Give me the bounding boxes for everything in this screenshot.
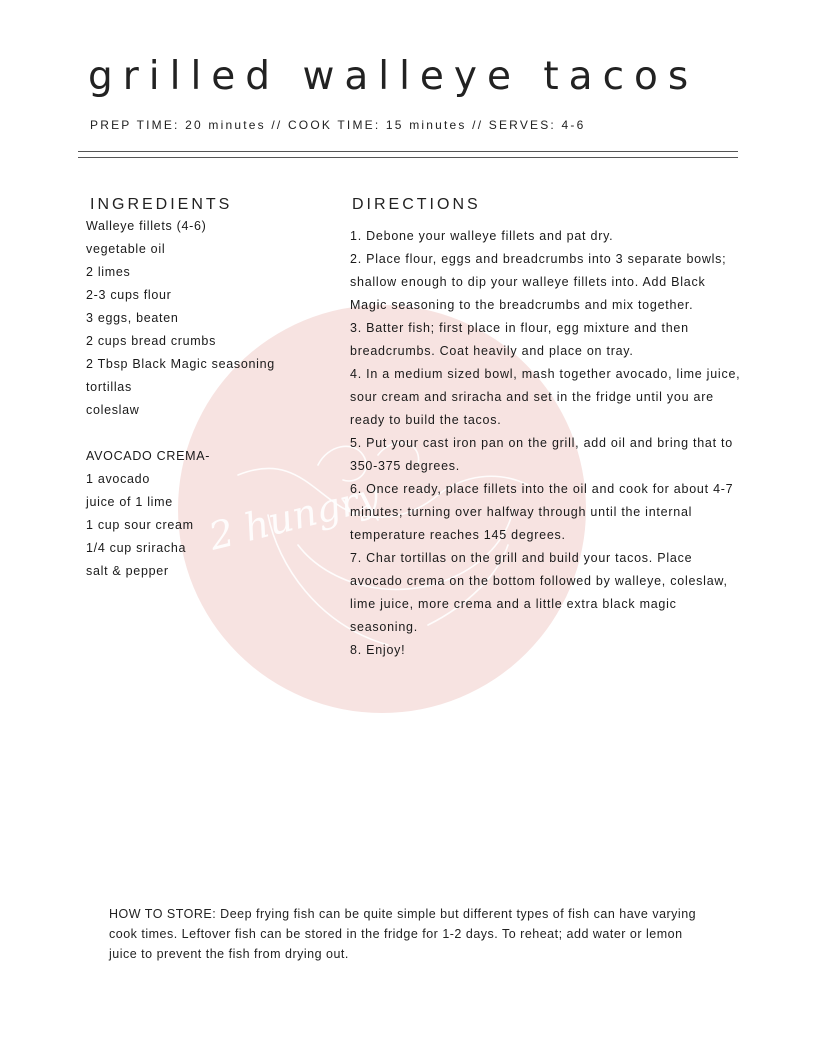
crema-item: 1 cup sour cream <box>86 518 194 532</box>
watermark-text: 2 hungry <box>204 474 384 559</box>
ingredient-item: 2 limes <box>86 265 131 279</box>
crema-item: 1/4 cup sriracha <box>86 541 187 555</box>
header-divider-bottom <box>78 157 738 158</box>
ingredient-item: coleslaw <box>86 403 140 417</box>
directions-heading: DIRECTIONS <box>352 196 481 213</box>
direction-step: 2. Place flour, eggs and breadcrumbs into 3 separate bowls; shallow enough to dip your walleye fillets into. Add Black Magic seasoning to the breadcrumbs and mix together. <box>350 252 727 312</box>
ingredient-item: 2-3 cups flour <box>86 288 172 302</box>
direction-step: 5. Put your cast iron pan on the grill, add oil and bring that to 350-375 degrees. <box>350 436 733 473</box>
crema-item: 1 avocado <box>86 472 150 486</box>
direction-step: 6. Once ready, place fillets into the oil and cook for about 4-7 minutes; turning over halfway through until the internal temperature reaches 145 degrees. <box>350 482 734 542</box>
direction-step: 7. Char tortillas on the grill and build your tacos. Place avocado crema on the bottom followed by walleye, coleslaw, lime juice, more crema and a little extra black magic seasoning. <box>350 551 728 634</box>
ingredients-heading: INGREDIENTS <box>90 196 233 213</box>
direction-step: 4. In a medium sized bowl, mash together avocado, lime juice, sour cream and sriracha and set in the fridge until you are ready to build the tacos. <box>350 367 741 427</box>
ingredient-item: 3 eggs, beaten <box>86 311 179 325</box>
directions-list <box>350 225 742 662</box>
recipe-meta: PREP TIME: 20 minutes // COOK TIME: 15 minutes // SERVES: 4-6 <box>90 118 586 132</box>
ingredient-item: 2 Tbsp Black Magic seasoning <box>86 357 275 371</box>
recipe-title: grilled walleye tacos <box>88 54 699 99</box>
crema-item: salt & pepper <box>86 564 169 578</box>
list-spacer <box>86 422 336 445</box>
ingredients-list <box>86 215 336 583</box>
header-divider-top <box>78 151 738 152</box>
direction-step: 1. Debone your walleye fillets and pat dry. <box>350 229 614 243</box>
direction-step: 3. Batter fish; first place in flour, egg mixture and then breadcrumbs. Coat heavily and place on tray. <box>350 321 689 358</box>
ingredient-item: vegetable oil <box>86 242 166 256</box>
crema-item: juice of 1 lime <box>86 495 173 509</box>
ingredient-item: tortillas <box>86 380 132 394</box>
ingredient-item: Walleye fillets (4-6) <box>86 219 207 233</box>
direction-step: 8. Enjoy! <box>350 643 406 657</box>
ingredient-item: 2 cups bread crumbs <box>86 334 217 348</box>
crema-heading: AVOCADO CREMA- <box>86 449 211 463</box>
storage-note: HOW TO STORE: Deep frying fish can be quite simple but different types of fish can have varying cook times. Leftover fish can be stored in the fridge for 1-2 days. To reheat; add water or lemon juice to prevent the fish from drying out. <box>109 907 697 961</box>
